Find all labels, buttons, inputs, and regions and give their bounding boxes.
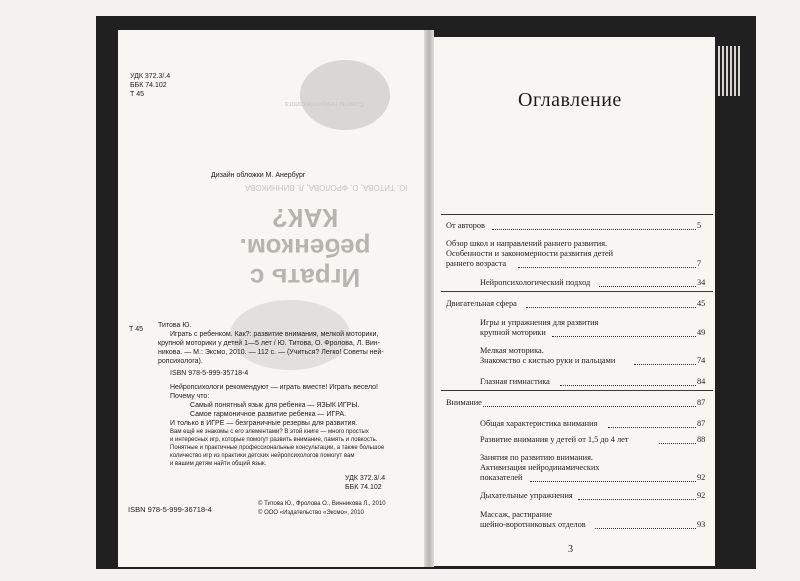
toc-page-number: 87 bbox=[697, 419, 706, 428]
copyright-line: © Титова Ю., Фролова О., Винникова Л., 2010 bbox=[258, 501, 386, 507]
bleed-illustration bbox=[300, 60, 390, 130]
dot-leader bbox=[530, 481, 696, 482]
dot-leader bbox=[560, 385, 696, 386]
dot-leader bbox=[552, 336, 696, 337]
divider bbox=[441, 390, 713, 391]
toc-page-number: 45 bbox=[697, 299, 706, 308]
author-heading: Титова Ю. bbox=[158, 322, 192, 329]
toc-entry bbox=[480, 510, 586, 530]
annotation-line: и интересных игр, которые помогут развить внимание, память и ловкость. bbox=[170, 437, 378, 443]
toc-page-number: 92 bbox=[697, 491, 706, 500]
toc-entry-text: Знакомство с кистью руки и пальцами bbox=[480, 356, 616, 365]
toc-entry-text: показателей bbox=[480, 473, 523, 482]
toc-entry bbox=[446, 398, 482, 408]
toc-entry-text: Обзор школ и направлений раннего развития. bbox=[446, 239, 608, 248]
dot-leader bbox=[492, 229, 696, 230]
annotation-line: Самый понятный язык для ребенка — ЯЗЫК ИГРЫ. bbox=[190, 402, 360, 409]
toc-entry-text: Занятия по развитию внимания. bbox=[480, 453, 593, 462]
dot-leader bbox=[595, 528, 696, 529]
annotation-line: Почему что: bbox=[170, 393, 210, 400]
toc-entry bbox=[480, 491, 573, 501]
dot-leader bbox=[634, 364, 697, 365]
toc-entry-text: крупной моторики bbox=[480, 328, 546, 337]
annotation-line: И только в ИГРЕ — безграничные резервы для развития. bbox=[170, 420, 358, 427]
toc-entry-text: Массаж, растирание bbox=[480, 510, 553, 519]
page-edge-strip bbox=[716, 46, 740, 96]
divider bbox=[441, 214, 713, 215]
card-isbn: ISBN 978-5-999-35718-4 bbox=[170, 370, 249, 377]
book-gutter bbox=[424, 30, 434, 567]
annotation-line: Нейропсихологи рекомендуют — играть вместе! Играть весело! bbox=[170, 384, 378, 391]
bbk-bottom: ББК 74.102 bbox=[345, 484, 382, 491]
page-number: 3 bbox=[568, 544, 573, 555]
annotation-line: и вашим детям найти общий язык. bbox=[170, 461, 267, 467]
bleed-title-text: Играть с ребенком. КАК? bbox=[239, 203, 371, 293]
toc-entry bbox=[480, 377, 550, 387]
annotation-line: Вам ещё не знакомы с его элементами? В этой книге — много простых bbox=[170, 429, 369, 435]
card-line: ропсихолога). bbox=[158, 358, 203, 365]
toc-entry bbox=[446, 299, 517, 309]
dot-leader bbox=[608, 427, 696, 428]
toc-entry-text: Развитие внимания у детей от 1,5 до 4 лет bbox=[480, 435, 629, 444]
card-line: никова. — М.: Эксмо, 2010. — 112 с. — (Учиться? Легко! Советы ней- bbox=[158, 349, 384, 356]
bleed-through-text bbox=[443, 118, 701, 142]
toc-page-number: 7 bbox=[697, 259, 702, 268]
toc-page-number: 74 bbox=[697, 356, 706, 365]
toc-entry-text: Нейропсихологический подход bbox=[480, 278, 591, 287]
udk-code: УДК 372.3/.4 bbox=[130, 73, 171, 80]
annotation-line: Понятные и практичные профессиональные консультации, а также большое bbox=[170, 445, 385, 451]
toc-page-number: 92 bbox=[697, 473, 706, 482]
cutter-mark: Т 45 bbox=[130, 91, 145, 98]
toc-entry-text: Глазная гимнастика bbox=[480, 377, 550, 386]
toc-entry bbox=[480, 318, 598, 338]
toc-page-number: 93 bbox=[697, 520, 706, 529]
dot-leader bbox=[483, 406, 696, 407]
toc-entry-text: Особенности и закономерности развития детей bbox=[446, 249, 614, 258]
copyright-line: © ООО «Издательство «Эксмо», 2010 bbox=[258, 510, 364, 516]
toc-entry-text: Двигательная сфера bbox=[446, 299, 517, 308]
dot-leader bbox=[659, 443, 696, 444]
toc-page-number: 87 bbox=[697, 398, 706, 407]
dot-leader bbox=[518, 267, 696, 268]
toc-entry-text: Общая характеристика внимания bbox=[480, 419, 598, 428]
cover-designer-credit: Дизайн обложки М. Анербург bbox=[211, 172, 306, 179]
toc-entry-text: Внимание bbox=[446, 398, 482, 407]
toc-page-number: 5 bbox=[697, 221, 702, 230]
card-line: Играть с ребенком. Как?: развитие внимания, мелкой моторики, bbox=[170, 331, 379, 338]
toc-entry bbox=[480, 278, 590, 288]
toc-entry bbox=[480, 435, 628, 445]
toc-entry bbox=[480, 453, 600, 483]
toc-entry-text: Мелкая моторика. bbox=[480, 346, 544, 355]
annotation-line: количество игр из практики детских нейропсихологов помогут вам bbox=[170, 453, 355, 459]
card-line: крупной моторики у детей 1—5 лет / Ю. Титова, О. Фролова, Л. Вин- bbox=[158, 340, 380, 347]
isbn-bottom: ISBN 978-5-999-36718-4 bbox=[128, 505, 212, 514]
toc-page-number: 49 bbox=[697, 328, 706, 337]
annotation-line: Самое гармоничное развитие ребенка — ИГРА. bbox=[190, 411, 347, 418]
toc-page-number: 84 bbox=[697, 377, 706, 386]
divider bbox=[441, 291, 713, 292]
toc-entry-text: От авторов bbox=[446, 221, 485, 230]
toc-page-number: 88 bbox=[697, 435, 706, 444]
toc-entry bbox=[480, 419, 597, 429]
bleed-series-text: Советы нейропсихолога bbox=[285, 100, 364, 107]
toc-entry-text: Активизация нейродинамических bbox=[480, 463, 600, 472]
page-title: Оглавление bbox=[518, 89, 622, 111]
toc-entry-text: Игры и упражнения для развития bbox=[480, 318, 599, 327]
toc-page-number: 34 bbox=[697, 278, 706, 287]
toc-entry-text: Дыхательные упражнения bbox=[480, 491, 573, 500]
udk-bottom: УДК 372.3/.4 bbox=[345, 475, 386, 482]
toc-entry-text: раннего возраста bbox=[446, 259, 507, 268]
toc-entry bbox=[446, 239, 613, 269]
dot-leader bbox=[599, 286, 696, 287]
toc-entry bbox=[446, 221, 485, 231]
toc-entry bbox=[480, 346, 615, 366]
dot-leader bbox=[526, 307, 696, 308]
catalog-mark: Т 45 bbox=[129, 326, 144, 333]
toc-entry-text: шейно-воротниковых отделов bbox=[480, 520, 586, 529]
bleed-authors-text: Ю. ТИТОВА, О. ФРОЛОВА, Л. ВИННИКОВА bbox=[245, 183, 408, 192]
dot-leader bbox=[578, 499, 696, 500]
bbk-code: ББК 74.102 bbox=[130, 82, 167, 89]
